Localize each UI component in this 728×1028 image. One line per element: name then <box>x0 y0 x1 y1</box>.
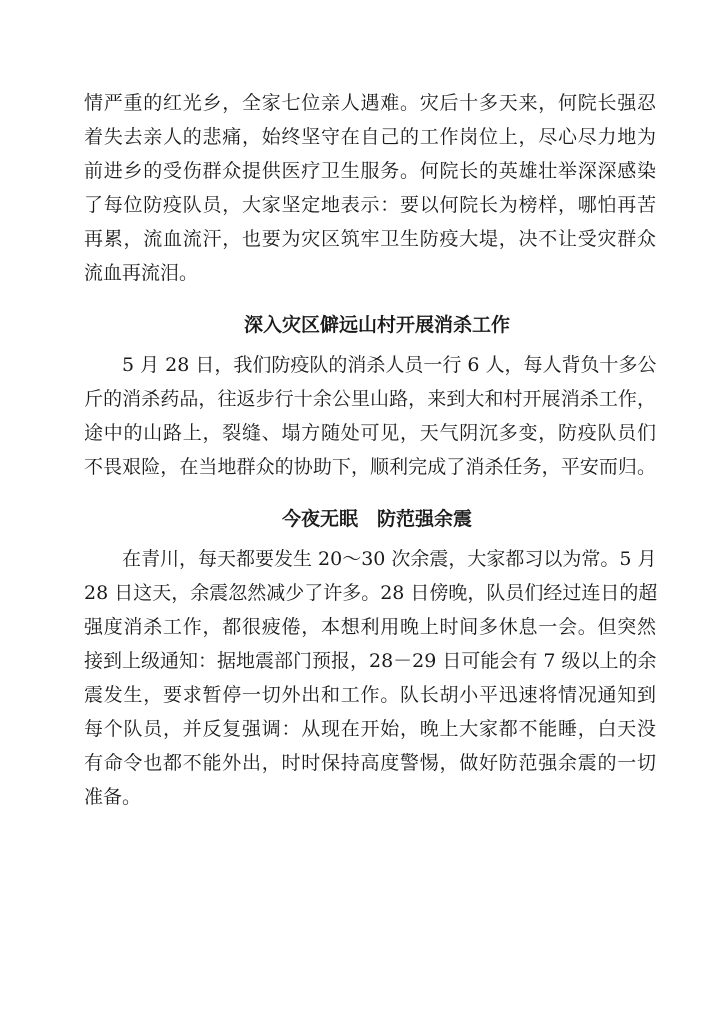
paragraph-line: 了每位防疫队员，大家坚定地表示：要以何院长为榜样，哪怕再苦 <box>84 194 656 216</box>
paragraph-line: 震发生，要求暂停一切外出和工作。队长胡小平迅速将情况通知到 <box>84 684 656 706</box>
section-heading-aftershock: 今夜无眠 防范强余震 <box>281 508 472 530</box>
paragraph-aftershock <box>84 542 656 814</box>
paragraph-line: 5 月 28 日，我们防疫队的消杀人员一行 6 人，每人背负十多公 <box>122 354 657 376</box>
section-heading-disinfection: 深入灾区僻远山村开展消杀工作 <box>243 314 510 336</box>
document-page <box>84 86 656 814</box>
paragraph-continued <box>84 86 656 290</box>
paragraph-line: 准备。 <box>84 786 142 808</box>
paragraph-line: 途中的山路上，裂缝、塌方随处可见，天气阴沉多变，防疫队员们 <box>84 422 656 444</box>
paragraph-line: 前进乡的受伤群众提供医疗卫生服务。何院长的英雄壮举深深感染 <box>84 160 656 182</box>
paragraph-line: 在青川，每天都要发生 20～30 次余震，大家都习以为常。5 月 <box>122 548 657 570</box>
paragraph-line: 斤的消杀药品，往返步行十余公里山路，来到大和村开展消杀工作， <box>84 388 656 410</box>
paragraph-line: 着失去亲人的悲痛，始终坚守在自己的工作岗位上，尽心尽力地为 <box>84 126 656 148</box>
paragraph-line: 接到上级通知：据地震部门预报，28－29 日可能会有 7 级以上的余 <box>84 650 657 672</box>
paragraph-line: 情严重的红光乡，全家七位亲人遇难。灾后十多天来，何院长强忍 <box>84 92 656 114</box>
paragraph-line: 再累，流血流汗，也要为灾区筑牢卫生防疫大堤，决不让受灾群众 <box>84 228 656 250</box>
paragraph-line: 不畏艰险，在当地群众的协助下，顺利完成了消杀任务，平安而归。 <box>84 456 656 478</box>
paragraph-line: 强度消杀工作，都很疲倦，本想利用晚上时间多休息一会。但突然 <box>84 616 656 638</box>
paragraph-line: 28 日这天，余震忽然减少了许多。28 日傍晚，队员们经过连日的超 <box>84 582 658 604</box>
paragraph-line: 每个队员，并反复强调：从现在开始，晚上大家都不能睡，白天没 <box>84 718 656 740</box>
paragraph-line: 有命令也都不能外出，时时保持高度警惕，做好防范强余震的一切 <box>84 752 656 774</box>
paragraph-line: 流血再流泪。 <box>84 262 199 284</box>
paragraph-disinfection <box>84 348 656 484</box>
